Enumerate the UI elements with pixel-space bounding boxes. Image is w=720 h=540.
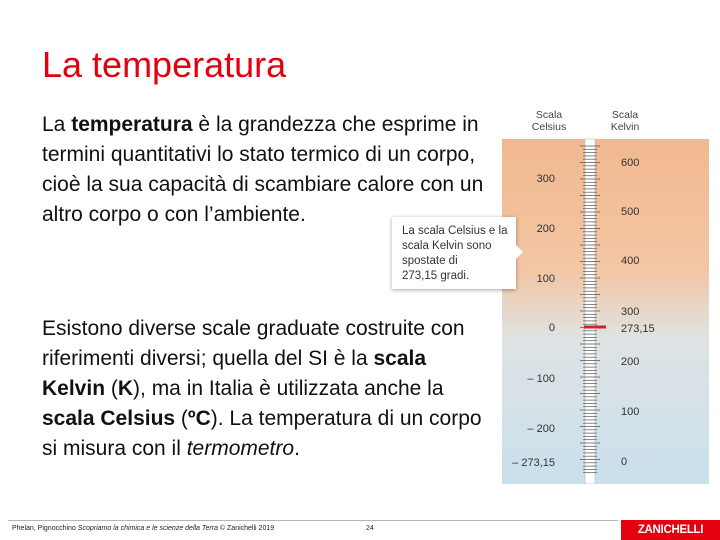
celsius-label: 100	[536, 273, 555, 285]
kelvin-header-line1: Scala	[611, 109, 639, 121]
slide-title: La temperatura	[42, 44, 287, 85]
celsius-label: – 100	[527, 373, 555, 385]
kelvin-label: 600	[621, 157, 640, 169]
kelvin-label: 0	[621, 456, 628, 468]
publisher-logo: ZANICHELLI	[621, 520, 720, 540]
kelvin-label: 300	[621, 306, 640, 318]
footer-citation: Phelan, Pignocchino Scopriamo la chimica e le scienze della Terra © Zanichelli 2019	[12, 525, 275, 532]
definition-paragraph: La temperatura è la grandezza che esprime in termini quantitativi lo stato termico di un corpo, cioè la sua capacità di scambiare calore con un altro corpo o con l’ambiente.	[42, 113, 484, 226]
celsius-label: – 200	[527, 423, 555, 435]
kelvin-label: 400	[621, 255, 640, 267]
zero-celsius-marker	[584, 326, 606, 329]
thermometer-scale-figure	[502, 106, 709, 484]
celsius-label: – 273,15	[512, 457, 555, 469]
celsius-header-line2: Celsius	[531, 121, 567, 133]
kelvin-label: 100	[621, 406, 640, 418]
celsius-label: 0	[548, 322, 555, 334]
callout-line: 273,15 gradi.	[402, 270, 470, 282]
scales-paragraph: Esistono diverse scale graduate costruite con riferimenti diversi; quella del SI è la scala Kelvin (K), ma in Italia è utilizzata anche la scala Celsius (ºC). La temperatura di un corpo si misura con il termometro.	[42, 317, 482, 460]
callout-line: spostate di	[402, 255, 458, 267]
callout-note	[392, 217, 516, 289]
footer-divider	[8, 520, 618, 521]
celsius-label: 200	[536, 223, 555, 235]
callout-line: scala Kelvin sono	[402, 240, 492, 252]
kelvin-label: 500	[621, 206, 640, 218]
celsius-label: 300	[536, 173, 555, 185]
kelvin-header-line2: Kelvin	[610, 121, 640, 133]
callout-line: La scala Celsius e la	[402, 225, 508, 237]
kelvin-label: 273,15	[621, 323, 655, 335]
page-number: 24	[366, 525, 374, 532]
kelvin-label: 200	[621, 356, 640, 368]
thermometer-tube	[585, 139, 595, 484]
celsius-header-line1: Scala	[535, 109, 563, 121]
